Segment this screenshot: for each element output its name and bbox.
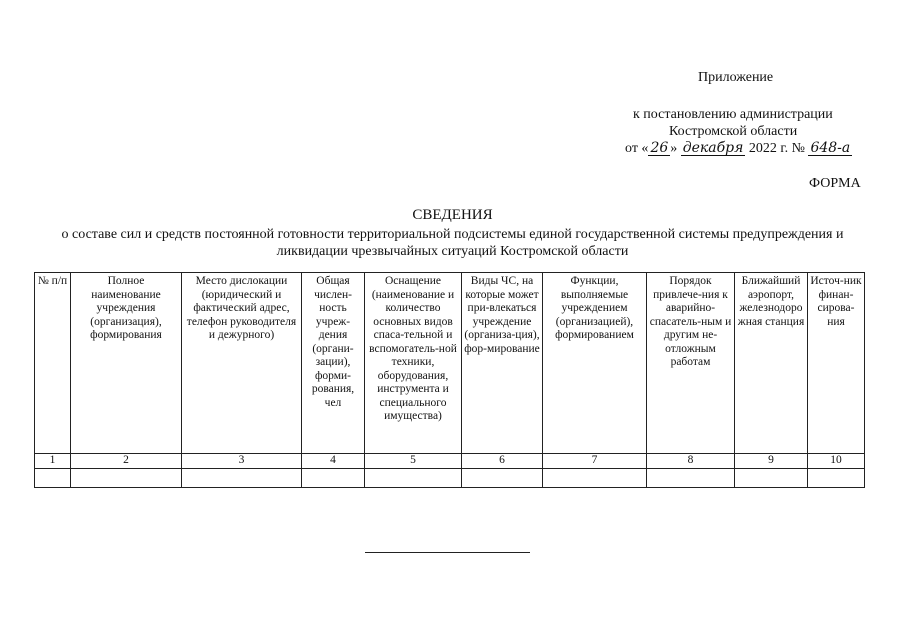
form-label: ФОРМА	[809, 176, 861, 191]
data-table	[34, 272, 865, 488]
col-number-cell: 8	[647, 454, 735, 469]
empty-cell	[182, 468, 302, 487]
col-header-nearest-station: Ближайший аэропорт, железнодоро жная станция	[735, 273, 808, 454]
doc-number: 648-а	[810, 140, 851, 156]
empty-cell	[647, 468, 735, 487]
date-year: 2022 г. №	[745, 141, 809, 156]
col-header-name: Полное наименование учреждения (организация), формирования	[71, 273, 182, 454]
col-number-cell: 6	[462, 454, 543, 469]
col-number-cell: 2	[71, 454, 182, 469]
appendix-line-2: Костромской области	[669, 124, 798, 139]
table-empty-row	[35, 468, 865, 487]
appendix-title: Приложение	[698, 70, 774, 85]
col-header-equipment: Оснащение (наименование и количество основных видов спаса-тельной и вспомогатель-ной техники, оборудования, инструмента и специального имущества)	[365, 273, 462, 454]
appendix-line-1: к постановлению администрации	[633, 107, 833, 122]
date-mid: »	[670, 141, 681, 156]
date-prefix: от «	[625, 141, 649, 156]
col-header-emergency-types: Виды ЧС, на которые может при-влекаться учреждение (организа-ция), фор-мирование	[462, 273, 543, 454]
col-number-cell: 9	[735, 454, 808, 469]
empty-cell	[71, 468, 182, 487]
empty-cell	[365, 468, 462, 487]
col-number-cell: 4	[302, 454, 365, 469]
table-header-row	[35, 273, 865, 454]
table-number-row	[35, 454, 865, 469]
col-header-funding: Источ-ник финан-сирова-ния	[808, 273, 865, 454]
empty-cell	[462, 468, 543, 487]
col-number-cell: 3	[182, 454, 302, 469]
col-header-number: № п/п	[35, 273, 71, 454]
col-number-cell: 5	[365, 454, 462, 469]
col-header-location: Место дислокации (юридический и фактический адрес, телефон руководителя и дежурного)	[182, 273, 302, 454]
col-header-functions: Функции, выполняемые учреждением (организацией), формированием	[543, 273, 647, 454]
empty-cell	[543, 468, 647, 487]
col-number-cell: 1	[35, 454, 71, 469]
empty-cell	[35, 468, 71, 487]
empty-cell	[302, 468, 365, 487]
document-heading: СВЕДЕНИЯ	[412, 207, 493, 223]
col-number-cell: 7	[543, 454, 647, 469]
date-day: 26	[650, 140, 669, 156]
appendix-date-line	[625, 141, 852, 157]
document-subtitle: о составе сил и средств постоянной готовности территориальной подсистемы единой государственной системы предупреждения и ликвидации чрезвычайных ситуаций Костромской области	[61, 227, 844, 259]
footer-divider	[365, 552, 530, 553]
empty-cell	[735, 468, 808, 487]
col-header-headcount: Общая числен-ность учреж-дения (органи-зации), форми-рования, чел	[302, 273, 365, 454]
col-number-cell: 10	[808, 454, 865, 469]
empty-cell	[808, 468, 865, 487]
date-month: декабря	[682, 140, 744, 156]
col-header-procedure: Порядок привлече-ния к аварийно-спасатель-ным и другим не-отложным работам	[647, 273, 735, 454]
